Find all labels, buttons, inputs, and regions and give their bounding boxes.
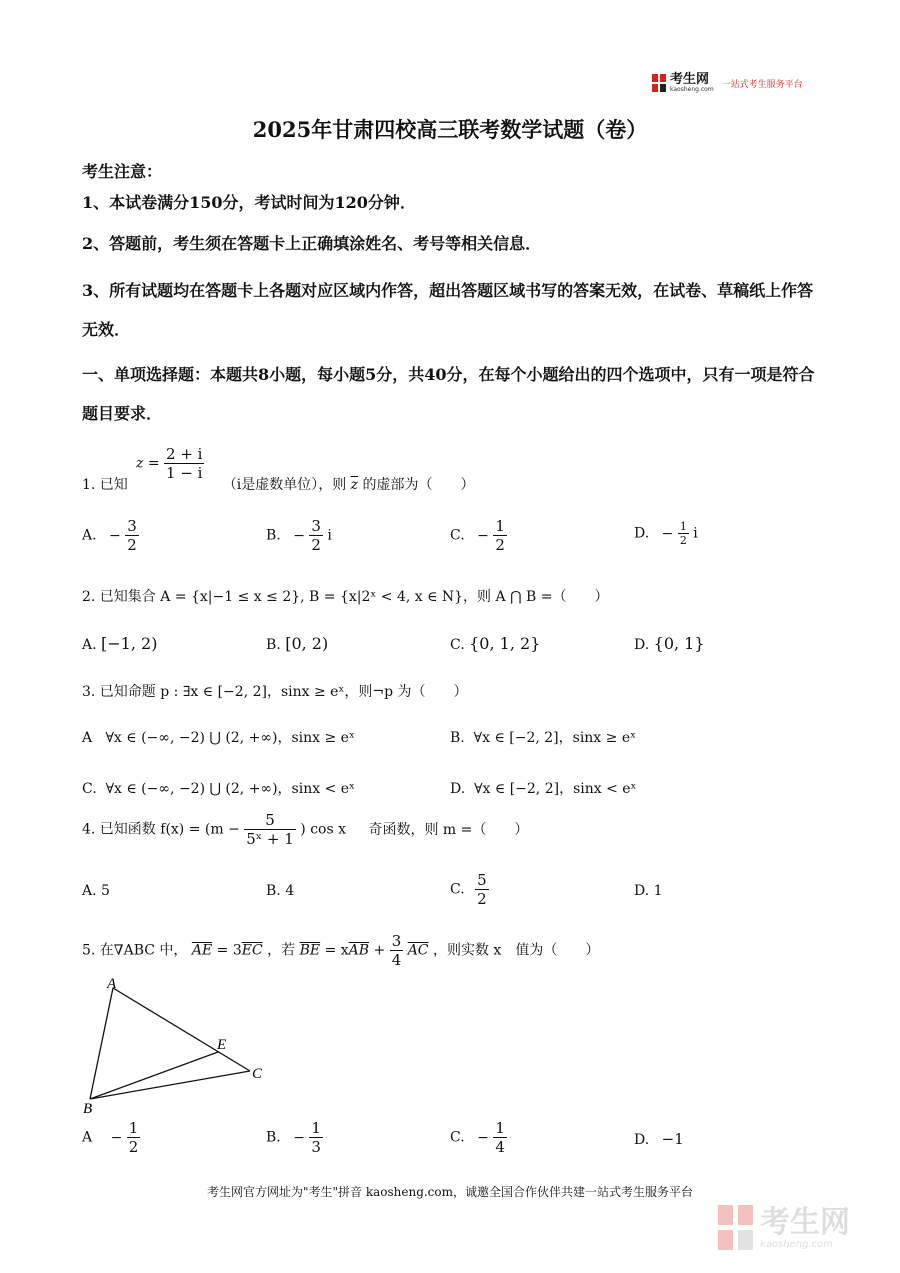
watermark-logo-icon bbox=[718, 1205, 754, 1251]
side-ac bbox=[113, 988, 250, 1071]
watermark bbox=[718, 1205, 850, 1251]
option-label: A bbox=[82, 1129, 93, 1146]
option-sign: − bbox=[293, 1129, 305, 1146]
label-e: E bbox=[217, 1037, 227, 1053]
label-a: A bbox=[107, 976, 117, 992]
q4-post: ) cos x bbox=[300, 821, 346, 838]
option-den: 2 bbox=[311, 536, 321, 554]
side-bc bbox=[90, 1071, 250, 1099]
q5-vec-ab: $\overline{AB}$ bbox=[348, 942, 370, 959]
option-den: 3 bbox=[311, 1138, 321, 1156]
option-label: D. bbox=[634, 1132, 650, 1148]
q3-option-d[interactable] bbox=[450, 778, 637, 798]
q4-option-d[interactable]: D. 1 bbox=[634, 883, 663, 899]
option-label: B. bbox=[266, 527, 281, 544]
option-label: A bbox=[82, 730, 93, 746]
q5-mid: ，若 bbox=[267, 942, 296, 959]
option-value: ∀x ∈ [−2, 2]，sinx < eˣ bbox=[474, 781, 637, 797]
option-label: C. bbox=[450, 527, 465, 544]
q1-lhs: z = bbox=[136, 455, 160, 472]
q2-option-b[interactable] bbox=[266, 634, 328, 653]
q2-option-c[interactable] bbox=[450, 634, 540, 653]
option-label: D. bbox=[634, 525, 650, 542]
option-label: B. bbox=[266, 637, 281, 653]
option-sign: − bbox=[661, 525, 674, 542]
option-sign: − bbox=[110, 1129, 123, 1146]
q1-option-b[interactable] bbox=[266, 517, 332, 554]
option-label: C. bbox=[450, 1129, 465, 1146]
side-ab bbox=[90, 988, 113, 1099]
q1-option-c[interactable] bbox=[450, 517, 507, 554]
q5-option-a[interactable] bbox=[82, 1119, 140, 1156]
option-num: 1 bbox=[495, 1119, 505, 1137]
q4-option-b[interactable]: B. 4 bbox=[266, 883, 295, 899]
option-value: ∀x ∈ (−∞, −2) ⋃ (2, +∞)，sinx ≥ eˣ bbox=[105, 730, 355, 746]
q1-num: 2 + i bbox=[166, 445, 203, 463]
option-tail: i bbox=[327, 527, 332, 544]
q1-post2: 的虚部为（ ） bbox=[362, 477, 475, 493]
q5-num: 3 bbox=[391, 932, 402, 950]
page-title: 2025年甘肃四校高三联考数学试题（卷） bbox=[252, 117, 648, 142]
q5-option-b[interactable] bbox=[266, 1119, 323, 1156]
q5-plus: + bbox=[373, 942, 386, 959]
option-value: −1 bbox=[661, 1130, 684, 1148]
option-sign: − bbox=[477, 527, 489, 544]
segment-be bbox=[90, 1052, 218, 1099]
triangle-figure bbox=[76, 972, 276, 1122]
q4-post2: 奇函数，则 m =（ ） bbox=[368, 821, 529, 838]
q5-option-d[interactable] bbox=[634, 1130, 684, 1148]
q1-zbar: $\overline{z}$ bbox=[350, 477, 359, 493]
option-label: C. bbox=[450, 637, 465, 653]
q5-post: ，则实数 x 值为（ ） bbox=[432, 942, 600, 959]
q1-option-a[interactable] bbox=[82, 517, 139, 554]
q1-pre: 1. 已知 bbox=[82, 477, 128, 493]
option-num: 1 bbox=[495, 517, 505, 535]
q2-stem: 2. 已知集合 A = {x|−1 ≤ x ≤ 2}, B = {x|2ˣ < 4, x ∈ N}，则 A ⋂ B =（ ） bbox=[82, 589, 609, 605]
option-value: ∀x ∈ (−∞, −2) ⋃ (2, +∞)，sinx < eˣ bbox=[105, 781, 355, 797]
option-num: 3 bbox=[311, 517, 321, 535]
q1-post: （i是虚数单位），则 bbox=[222, 477, 347, 493]
q5-vec-ec: $\overline{EC}$ bbox=[241, 942, 263, 959]
option-den: 2 bbox=[477, 890, 487, 908]
option-num: 3 bbox=[127, 517, 137, 535]
label-b: B bbox=[83, 1101, 93, 1117]
q3-option-a[interactable] bbox=[82, 727, 355, 747]
logo-domain: kaosheng.com bbox=[670, 85, 714, 93]
option-sign: − bbox=[477, 1129, 489, 1146]
option-label: D. bbox=[450, 781, 466, 797]
option-label: A. bbox=[82, 637, 97, 653]
q5-stem bbox=[82, 932, 599, 969]
option-label: C. bbox=[450, 881, 465, 898]
q4-option-c[interactable] bbox=[450, 871, 489, 908]
option-label: A. bbox=[82, 527, 97, 544]
q4-den: 5ˣ + 1 bbox=[246, 830, 294, 848]
q3-option-b[interactable] bbox=[450, 727, 636, 747]
option-num: 5 bbox=[477, 871, 487, 889]
option-den: 2 bbox=[128, 1138, 139, 1156]
q2-option-d[interactable] bbox=[634, 634, 705, 653]
q1-option-d[interactable] bbox=[634, 520, 698, 547]
option-den: 2 bbox=[495, 536, 505, 554]
q3-option-c[interactable] bbox=[82, 778, 355, 798]
option-tail: i bbox=[693, 525, 698, 542]
watermark-domain: kaosheng.com bbox=[760, 1238, 833, 1250]
q3-stem: 3. 已知命题 p : ∃x ∈ [−2, 2]，sinx ≥ eˣ，则¬p 为（ ） bbox=[82, 684, 468, 700]
option-sign: − bbox=[109, 527, 121, 544]
notice-heading: 考生注意： bbox=[82, 162, 163, 181]
q1-den: 1 − i bbox=[166, 464, 203, 482]
q4-num: 5 bbox=[244, 811, 296, 830]
watermark-text: 考生网 bbox=[760, 1204, 850, 1240]
option-label: B. bbox=[266, 1129, 281, 1146]
option-num: 1 bbox=[679, 520, 687, 533]
q5-vec-be: $\overline{BE}$ bbox=[299, 942, 321, 959]
option-value: ∀x ∈ [−2, 2]，sinx ≥ eˣ bbox=[473, 730, 637, 746]
q1-stem bbox=[82, 474, 475, 494]
q4-pre: 4. 已知函数 f(x) = (m − bbox=[82, 821, 240, 838]
q5-eq2: = x bbox=[324, 942, 349, 959]
option-label: D. bbox=[634, 637, 650, 653]
q5-den: 4 bbox=[391, 951, 402, 969]
option-label: C. bbox=[82, 781, 97, 797]
q5-eq1: = 3 bbox=[216, 942, 242, 959]
option-label: B. bbox=[450, 730, 465, 746]
q4-option-a[interactable]: A. 5 bbox=[82, 883, 110, 899]
option-num: 1 bbox=[128, 1119, 139, 1137]
option-value: {0, 1, 2} bbox=[469, 634, 541, 653]
footer-text: 考生网官方网址为"考生"拼音 kaosheng.com，诚邀全国合作伙伴共建一站式考生服务平台 bbox=[206, 1185, 694, 1199]
q5-pre: 5. 在∇ABC 中， bbox=[82, 942, 188, 959]
q4-stem bbox=[82, 811, 528, 848]
header-logo bbox=[652, 72, 803, 94]
option-den: 4 bbox=[495, 1138, 505, 1156]
option-den: 2 bbox=[679, 534, 687, 547]
option-value: {0, 1} bbox=[653, 634, 705, 653]
q5-vec-ac: $\overline{AC}$ bbox=[407, 942, 429, 959]
option-den: 2 bbox=[127, 536, 137, 554]
q2-option-a[interactable] bbox=[82, 634, 157, 653]
notice-item-3: 3、所有试题均在答题卡上各题对应区域内作答，超出答题区域书写的答案无效，在试卷、草稿纸上作答无效． bbox=[82, 281, 814, 339]
notice-item-1: 1、本试卷满分150分，考试时间为120分钟． bbox=[82, 193, 416, 212]
logo-name: 考生网 bbox=[670, 71, 710, 87]
logo-slogan: 一站式考生服务平台 bbox=[721, 79, 803, 90]
option-value: [0, 2) bbox=[285, 634, 329, 653]
option-num: 1 bbox=[311, 1119, 321, 1137]
logo-icon bbox=[652, 74, 666, 92]
notice-item-2: 2、答题前，考生须在答题卡上正确填涂姓名、考号等相关信息． bbox=[82, 234, 542, 253]
option-sign: − bbox=[293, 527, 305, 544]
section-heading: 一、单项选择题：本题共8小题，每小题5分，共40分，在每个小题给出的四个选项中，只有一项是符合题目要求． bbox=[82, 365, 815, 423]
q5-vec-ae: $\overline{AE}$ bbox=[191, 942, 213, 959]
label-c: C bbox=[252, 1066, 263, 1082]
option-value: [−1, 2) bbox=[101, 634, 158, 653]
q5-option-c[interactable] bbox=[450, 1119, 507, 1156]
